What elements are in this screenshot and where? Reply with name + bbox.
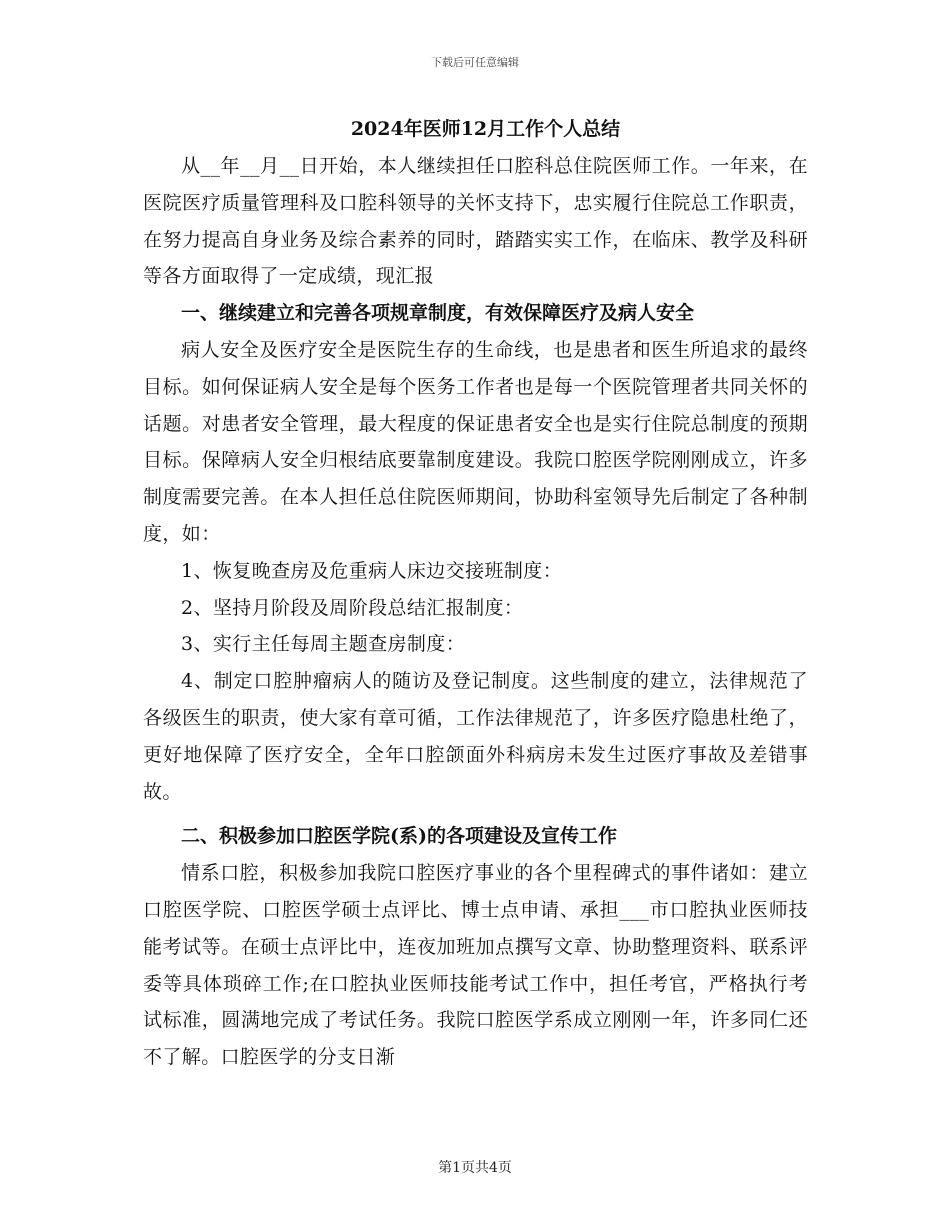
- document-title: 2024年医师12月工作个人总结: [350, 118, 621, 140]
- document-body: [143, 112, 808, 1076]
- section-1-paragraph: 病人安全及医疗安全是医院生存的生命线，也是患者和医生所追求的最终目标。如何保证病人安全是每个医务工作者也是每一个医院管理者共同关怀的话题。对患者安全管理，最大程度的保证患者安全也是实行住院总制度的预期目标。保障病人安全归根结底要靠制度建设。我院口腔医学院刚刚成立，许多制度需要完善。在本人担任总住院医师期间，协助科室领导先后制定了各种制度，如：: [143, 338, 808, 545]
- section-2-paragraph: 情系口腔，积极参加我院口腔医疗事业的各个里程碑式的事件诸如：建立口腔医学院、口腔医学硕士点评比、博士点申请、承担___市口腔执业医师技能考试等。在硕士点评比中，连夜加班加点撰写文章、协助整理资料、联系评委等具体琐碎工作;在口腔执业医师技能考试工作中，担任考官，严格执行考试标准，圆满地完成了考试任务。我院口腔医学系成立刚刚一年，许多同仁还不了解。口腔医学的分支日渐: [143, 862, 808, 1069]
- section-1-item-2: 2、坚持月阶段及周阶段总结汇报制度：: [181, 596, 524, 619]
- page-footer: 第1页共4页: [438, 1160, 512, 1176]
- section-1-item-1: 1、恢复晚查房及危重病人床边交接班制度：: [181, 559, 563, 582]
- section-1-item-3: 3、实行主任每周主题查房制度：: [181, 633, 466, 656]
- section-2-heading: 二、积极参加口腔医学院(系)的各项建设及宣传工作: [181, 825, 617, 848]
- section-1-heading: 一、继续建立和完善各项规章制度，有效保障医疗及病人安全: [181, 302, 695, 325]
- section-1-item-4: 4、制定口腔肿瘤病人的随访及登记制度。这些制度的建立，法律规范了各级医生的职责，使大家有章可循，工作法律规范了，许多医疗隐患杜绝了，更好地保障了医疗安全，全年口腔颌面外科病房未发生过医疗事故及差错事故。: [143, 670, 808, 803]
- header-note: 下载后可任意编辑: [431, 56, 519, 69]
- intro-paragraph: 从__年__月__日开始，本人继续担任口腔科总住院医师工作。一年来，在医院医疗质量管理科及口腔科领导的关怀支持下，忠实履行住院总工作职责，在努力提高自身业务及综合素养的同时，踏踏实实工作，在临床、教学及科研等各方面取得了一定成绩，现汇报: [143, 155, 808, 288]
